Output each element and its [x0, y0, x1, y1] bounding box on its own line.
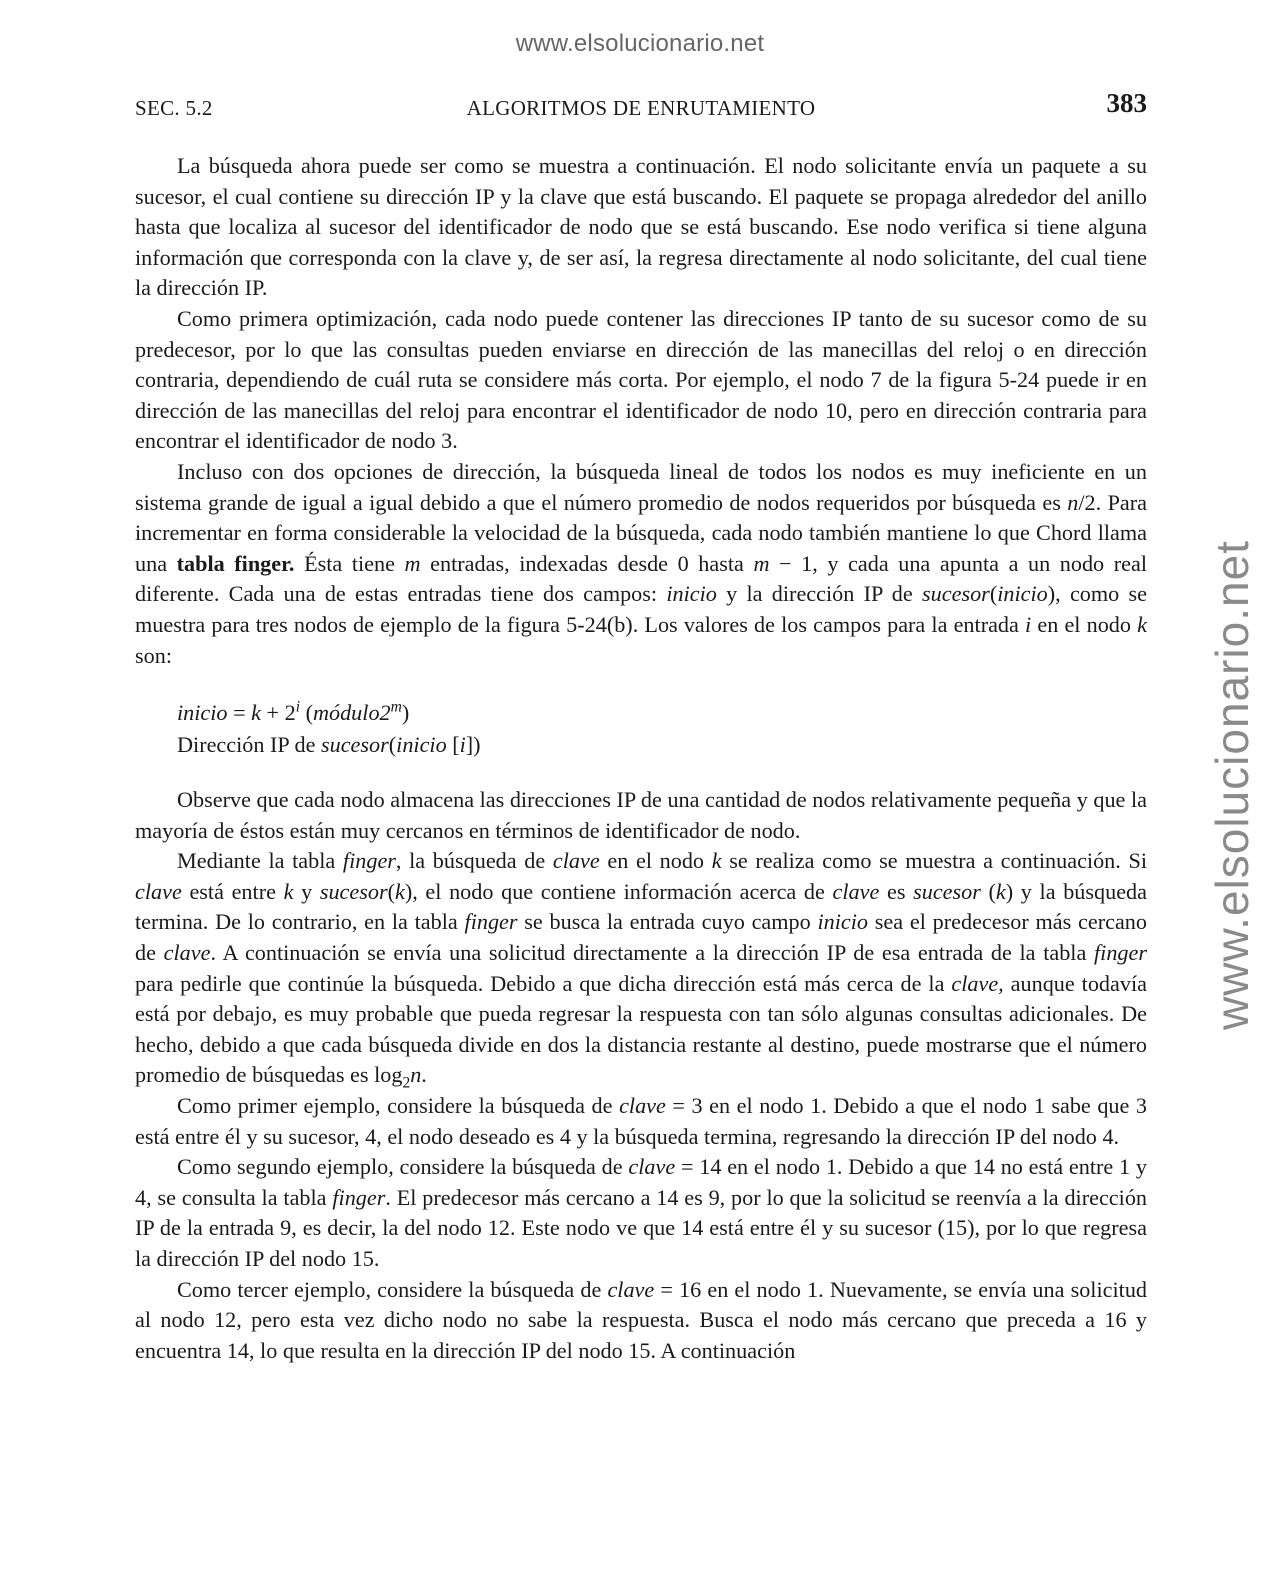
page-number: 383	[1106, 88, 1147, 118]
paragraph-2: Como primera optimización, cada nodo puede contener las direcciones IP tanto de su sucesor como de su predecesor, por lo que las consultas pueden enviarse en dirección de las manecillas del reloj o en dirección contraria, dependiendo de cuál ruta se considere más corta. Por ejemplo, el nodo 7 de la figura 5-24 puede ir en dirección de las manecillas del reloj para encontrar el identificador de nodo 10, pero en dirección contraria para encontrar el identificador de nodo 3.	[135, 305, 1147, 454]
formula-line-1: inicio = $k + 2^i$ (módulo2$^m$)	[177, 698, 410, 726]
formula-line-2: Dirección IP de sucesor(inicio [i])	[177, 732, 481, 758]
watermark-side: www.elsolucionario.net	[1206, 540, 1258, 1030]
running-title: ALGORITMOS DE ENRUTAMIENTO	[466, 96, 816, 120]
formula-block	[177, 697, 1147, 761]
paragraph-3: Incluso con dos opciones de dirección, la búsqueda lineal de todos los nodos es muy ineficiente en un sistema grande de igual a igual debido a que el número promedio de nodos requeridos por búsqueda es n/2. Para incrementar en forma considerable la velocidad de la búsqueda, cada nodo también mantiene lo que Chord llama una tabla finger. Ésta tiene m entradas, indexadas desde 0 hasta m − 1, y cada una apunta a un nodo real diferente. Cada una de estas entradas tiene dos campos: inicio y la dirección IP de sucesor(inicio), como se muestra para tres nodos de ejemplo de la figura 5-24(b). Los valores de los campos para la entrada i en el nodo k son:	[135, 458, 1148, 668]
paragraph-7: Como segundo ejemplo, considere la búsqueda de clave = 14 en el nodo 1. Debido a que 14 no está entre 1 y 4, se consulta la tabla finger. El predecesor más cercano a 14 es 9, por lo que la solicitud se reenvía a la dirección IP de la entrada 9, es decir, la del nodo 12. Este nodo ve que 14 está entre él y su sucesor (15), por lo que regresa la dirección IP del nodo 15.	[135, 1154, 1148, 1271]
term-tabla-finger: tabla finger.	[176, 550, 295, 576]
page-header	[135, 86, 1147, 122]
paragraph-4: Observe que cada nodo almacena las direcciones IP de una cantidad de nodos relativamente pequeña y que la mayoría de éstos están muy cercanos en términos de identificador de nodo.	[135, 787, 1147, 843]
paragraph-1: La búsqueda ahora puede ser como se muestra a continuación. El nodo solicitante envía un paquete a su sucesor, el cual contiene su dirección IP y la clave que está buscando. El paquete se propaga alrededor del anillo hasta que localiza al sucesor del identificador de nodo que se está buscando. Ese nodo verifica si tiene alguna información que corresponda con la clave y, de ser así, la regresa directamente al nodo solicitante, del cual tiene la dirección IP.	[135, 153, 1147, 301]
paragraph-6: Como primer ejemplo, considere la búsqueda de clave = 3 en el nodo 1. Debido a que el nodo 1 sabe que 3 está entre él y su sucesor, 4, el nodo deseado es 4 y la búsqueda termina, regresando la dirección IP del nodo 4.	[135, 1093, 1148, 1149]
paragraph-5: Mediante la tabla finger, la búsqueda de clave en el nodo k se realiza como se muestra a continuación. Si clave está entre k y sucesor(k), el nodo que contiene información acerca de clave es sucesor (k) y la búsqueda termina. De lo contrario, en la tabla finger se busca la entrada cuyo campo inicio sea el predecesor más cercano de clave. A continuación se envía una solicitud directamente a la dirección IP de esa entrada de la tabla finger para pedirle que continúe la búsqueda. Debido a que dicha dirección está más cerca de la clave, aunque todavía está por debajo, es muy probable que pueda regresar la respuesta con tan sólo algunas consultas adicionales. De hecho, debido a que cada búsqueda divide en dos la distancia restante al destino, puede mostrarse que el número promedio de búsquedas es $\log_2n$.	[135, 848, 1147, 1092]
paragraph-8: Como tercer ejemplo, considere la búsqueda de clave = 16 en el nodo 1. Nuevamente, se envía una solicitud al nodo 12, pero esta vez dicho nodo no sabe la respuesta. Busca el nodo más cercano que preceda a 16 y encuentra 14, lo que resulta en la dirección IP del nodo 15. A continuación	[135, 1276, 1148, 1363]
section-label: SEC. 5.2	[135, 96, 213, 120]
body-text	[135, 151, 1147, 1366]
watermark-top: www.elsolucionario.net	[515, 30, 765, 57]
